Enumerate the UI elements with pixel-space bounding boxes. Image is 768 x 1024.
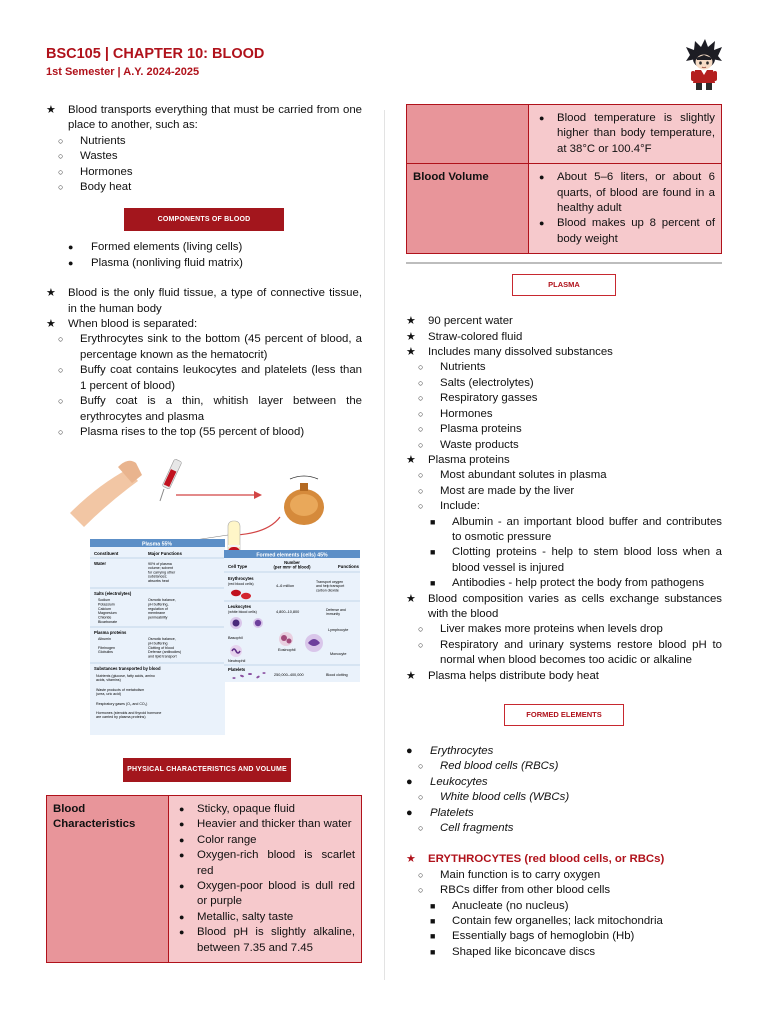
list-item: ○ Wastes [58,150,118,163]
right-column [406,104,722,960]
blood-volume-table [406,104,722,254]
column-header: Constituent [94,551,119,556]
list-item: ○ Buffy coat contains leukocytes and platelets (less than 1 percent of blood) [58,364,362,392]
list-item: ● Heavier and thicker than water [179,818,352,831]
list-item: ● Oxygen-rich blood is scarlet red [179,849,355,877]
column-header: Functions [338,564,359,569]
basophil-label: Basophil [228,636,243,640]
formed-table-heading: Formed elements (cells) 45% [256,552,328,559]
list-item: ○ Liver makes more proteins when levels drop [418,623,663,636]
column-header: Cell Type [228,564,248,569]
eosinophil-label: Eosinophil [278,648,296,652]
list-item: ★ Blood is the only fluid tissue, a type of connective tissue, in the human body [46,287,362,315]
column-header: Major Functions [148,551,182,556]
list-item: ■ Anucleate (no nucleus) [430,899,569,912]
salts-list: Sodium Potassium Calcium Magnesium Chloride Bicarbonate [98,598,118,624]
table-cell-empty [407,105,529,164]
chibi-mascot-icon [682,37,726,93]
cell-erythrocytes: Erythrocytes [228,576,254,581]
list-item: ■ Essentially bags of hemoglobin (Hb) [430,930,635,943]
list-item: ○ Hormones [58,165,133,178]
cell-platelets: Platelets [228,667,246,672]
list-item: ○ RBCs differ from other blood cells [418,884,611,897]
list-item: ○ Body heat [58,181,132,194]
list-item: ○ White blood cells (WBCs) [418,791,570,804]
list-item: ● Oxygen-poor blood is dull red or purple [179,880,355,908]
transported-item: Respiratory gases (O₂ and CO₂) [96,702,148,706]
list-item: ● Blood pH is slightly alkaline, between 7.35 and 7.45 [179,926,355,954]
proteins-list: Albumin Fibrinogen Globulins [98,637,115,655]
list-item: ○ Most are made by the liver [418,484,575,497]
list-item: ★ Straw-colored fluid [406,330,523,343]
leukocytes-function: Defense and immunity [326,608,346,617]
monocyte-label: Monocyte [330,652,347,656]
platelets-count: 250,000–400,000 [274,673,304,677]
rbc-heading: ★ ERYTHROCYTES (red blood cells, or RBCs) [406,853,665,866]
blood-composition-figure [68,455,362,737]
erythrocytes-count: 4–6 million [276,584,295,588]
list-item: ★ Blood composition varies as cells exchange substances with the blood [406,592,722,620]
constituent-proteins: Plasma proteins [94,630,127,635]
function-salts: Osmotic balance, pH buffering, regulation of membrane permeability [148,598,176,620]
list-item: ■ Clotting proteins - help to stem blood loss when a blood vessel is injured [430,546,722,574]
list-item: ★ Plasma helps distribute body heat [406,669,599,682]
list-item: ○ Plasma proteins [418,423,522,436]
list-item: ○ Buffy coat is a thin, whitish layer between the erythrocytes and plasma [58,395,362,423]
leukocytes-count: 4,800–10,800 [276,610,300,614]
horizontal-rule [406,262,722,264]
list-item: ● Platelets [406,806,474,819]
constituent-salts: Salts (electrolytes) [94,591,132,596]
list-item: ○ Respiratory gasses [418,392,538,405]
list-item: ★ Plasma proteins [406,453,510,466]
function-proteins: Osmotic balance, pH buffering Clotting of blood Defense (antibodies) and lipid transport [148,637,182,659]
function-water: 90% of plasma volume; solvent for carrying other substances; absorbs heat [148,562,176,583]
blood-characteristics-table [46,795,362,963]
section-heading-components: COMPONENTS OF BLOOD [124,208,284,231]
centrifuge-icon [284,476,324,525]
blood-characteristics-values [169,796,362,963]
list-item: ● Leukocytes [406,775,488,788]
rbc-icon [231,590,241,596]
transported-item: Hormones (steroids and thyroid hormone are carried by plasma proteins) [96,711,162,720]
constituent-water: Water [94,561,107,566]
list-item: ○ Erythrocytes sink to the bottom (45 percent of blood, a percentage known as the hematocrit) [58,333,362,361]
erythrocytes-function: Transport oxygen and help transport carbon dioxide [316,580,345,593]
section-heading-plasma: PLASMA [512,274,616,296]
list-item: ○ Red blood cells (RBCs) [418,760,559,773]
list-item: ■ Albumin - an important blood buffer and contributes to osmotic pressure [430,515,722,543]
list-item: ○ Nutrients [418,361,486,374]
list-item: ● Blood temperature is slightly higher than body temperature, at 38°C or 100.4°F [539,112,715,155]
list-item: ● Color range [179,833,257,846]
doc-subtitle: 1st Semester | A.Y. 2024-2025 [46,66,200,78]
column-header: Number (per mm³ of blood) [273,560,311,570]
transported-item: Waste products of metabolism (urea, uric acid) [96,688,145,697]
list-item: ● Blood makes up 8 percent of body weight [539,217,715,245]
list-item: ● Metallic, salty taste [179,910,294,923]
list-item: ● About 5–6 liters, or about 6 quarts, of blood are found in a healthy adult [539,171,715,215]
table-cell [529,164,722,254]
list-item: ● Sticky, opaque fluid [179,803,295,815]
list-item: ■ Shaped like biconcave discs [430,945,596,958]
lymphocyte-label: Lymphocyte [328,628,349,632]
section-heading-physical: PHYSICAL CHARACTERISTICS AND VOLUME [123,758,291,782]
list-item: ○ Salts (electrolytes) [418,376,534,389]
cell-leukocytes-sub: (white blood cells) [228,610,257,614]
list-item: ★ When blood is separated: [46,318,198,331]
left-column [46,100,362,954]
list-item: ★ Blood transports everything that must be carried from one place to another, such as: [46,104,362,132]
list-item: ○ Hormones [418,407,493,420]
blood-characteristics-label: Blood Characteristics [47,796,169,963]
transported-item: Nutrients (glucose, fatty acids, amino acids, vitamins) [96,674,155,683]
list-item: ★ 90 percent water [406,315,513,328]
section-heading-formed-elements: FORMED ELEMENTS [504,704,624,726]
list-item: ○ Cell fragments [418,822,514,835]
doc-title: BSC105 | CHAPTER 10: BLOOD [46,46,265,62]
neutrophil-label: Neutrophil [228,659,246,663]
list-item: ○ Main function is to carry oxygen [418,868,601,881]
column-divider [384,110,385,980]
list-item: ■ Contain few organelles; lack mitochondria [430,915,663,928]
plasma-table-heading: Plasma 55% [142,541,172,548]
arrow-left-icon [236,517,280,535]
list-item: ○ Nutrients [58,134,126,147]
cell-leukocytes: Leukocytes [228,604,252,609]
list-item: ● Plasma (nonliving fluid matrix) [68,256,243,269]
list-item: ○ Plasma rises to the top (55 percent of blood) [58,425,305,438]
platelets-function: Blood clotting [326,673,348,677]
cell-erythrocytes-sub: (red blood cells) [228,582,254,586]
list-item: ○ Include: [418,500,480,513]
list-item: ■ Antibodies - help protect the body from pathogens [430,577,705,590]
transported-heading: Substances transported by blood [94,666,161,671]
list-item: ● Erythrocytes [406,745,494,757]
table-cell [529,105,722,164]
page-header [46,45,726,95]
list-item: ○ Waste products [418,438,519,451]
list-item: ○ Most abundant solutes in plasma [418,469,607,482]
list-item: ● Formed elements (living cells) [68,241,243,254]
list-item: ○ Respiratory and urinary systems restore blood pH to normal when blood becomes too acidic or alkaline [418,638,722,667]
blood-volume-label: Blood Volume [407,164,529,254]
list-item: ★ Includes many dissolved substances [406,346,613,359]
